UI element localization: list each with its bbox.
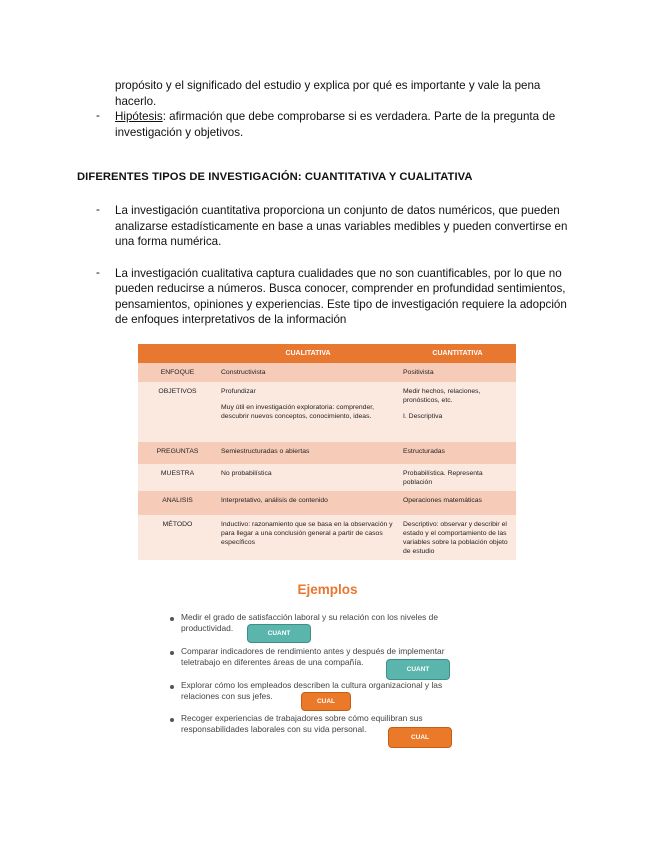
bullet-2-line-1: La investigación cualitativa captura cualidades que no son cuantificables, por lo que no bbox=[115, 267, 562, 280]
cell-cuantitativa: Positivista bbox=[399, 363, 516, 382]
cell-text: Profundizar bbox=[221, 388, 256, 395]
bullet-1-line-1: La investigación cuantitativa proporciona un conjunto de datos numéricos, que pueden bbox=[115, 204, 560, 217]
example-2-text: Comparar indicadores de rendimiento antes y después de implementar teletrabajo en diferentes áreas de una compañía. bbox=[181, 646, 445, 667]
cell-cuantitativa: Estructuradas bbox=[399, 442, 516, 464]
table-header-cualitativa: CUALITATIVA bbox=[217, 344, 399, 363]
table-row bbox=[138, 515, 516, 560]
bullet-dot bbox=[170, 651, 174, 655]
table-row bbox=[138, 464, 516, 491]
example-4-tag: CUAL bbox=[388, 727, 452, 748]
cell-text: I. Descriptiva bbox=[403, 413, 443, 420]
dash-marker: - bbox=[96, 203, 100, 216]
cell-cualitativa: Interpretativo, análisis de contenido bbox=[217, 491, 399, 515]
table-row bbox=[138, 442, 516, 464]
cell-cualitativa: No probabilística bbox=[217, 464, 399, 491]
bullet-2-line-2: pueden reducirse a números. Busca conocer, comprender en profundidad sentimientos, bbox=[115, 282, 566, 295]
example-1-tag: CUANT bbox=[247, 624, 311, 643]
intro-line-2: hacerlo. bbox=[115, 95, 157, 108]
bullet-1-line-3: una forma numérica. bbox=[115, 235, 222, 248]
cell-cuantitativa bbox=[399, 382, 516, 442]
row-label: ANALISIS bbox=[138, 491, 217, 515]
bullet-dot bbox=[170, 718, 174, 722]
cell-cualitativa: Constructivista bbox=[217, 363, 399, 382]
cell-cuantitativa: Operaciones matemáticas bbox=[399, 491, 516, 515]
row-label: MUESTRA bbox=[138, 464, 217, 491]
section-heading: DIFERENTES TIPOS DE INVESTIGACIÓN: CUANTITATIVA Y CUALITATIVA bbox=[77, 171, 473, 183]
row-label: ENFOQUE bbox=[138, 363, 217, 382]
example-3-text: Explorar cómo los empleados describen la cultura organizacional y las relaciones con sus jefes. bbox=[181, 680, 443, 701]
bullet-1-line-2: analizarse estadísticamente en base a unas variables medibles y pueden convertirse en bbox=[115, 220, 568, 233]
example-3-tag: CUAL bbox=[301, 692, 351, 711]
hipotesis-line-1 bbox=[115, 109, 555, 125]
example-2-tag: CUANT bbox=[386, 659, 450, 680]
intro-line-1: propósito y el significado del estudio y explica por qué es importante y vale la pena bbox=[115, 79, 541, 92]
bullet-dot bbox=[170, 685, 174, 689]
cell-text: Muy útil en investigación exploratoria: comprender, descubrir nuevos conceptos, conocimiento, ideas. bbox=[221, 404, 375, 420]
comparison-table bbox=[138, 344, 516, 560]
cell-text: Medir hechos, relaciones, pronósticos, etc. bbox=[403, 388, 481, 404]
table-row bbox=[138, 363, 516, 382]
bullet-dot bbox=[170, 617, 174, 621]
dash-marker: - bbox=[96, 266, 100, 279]
row-label: OBJETIVOS bbox=[138, 382, 217, 442]
cell-cuantitativa: Descriptivo: observar y describir el estado y el comportamiento de las variables sobre la población objeto de estudio bbox=[399, 515, 516, 560]
dash-marker: - bbox=[96, 109, 100, 122]
hipotesis-line-2: investigación y objetivos. bbox=[115, 126, 244, 139]
cell-cuantitativa: Probabilística. Representa población bbox=[399, 464, 516, 491]
example-1-text: Medir el grado de satisfacción laboral y su relación con los niveles de productividad. bbox=[181, 612, 438, 633]
table-header-cuantitativa: CUANTITATIVA bbox=[399, 344, 516, 363]
hipotesis-definition: : afirmación que debe comprobarse si es verdadera. Parte de la pregunta de bbox=[162, 110, 556, 123]
bullet-2-line-3: pensamientos, opiniones y experiencias. Este tipo de investigación requiere la adopción bbox=[115, 298, 567, 311]
hipotesis-term: Hipótesis bbox=[115, 110, 163, 123]
row-label: MÉTODO bbox=[138, 515, 217, 560]
table-row bbox=[138, 491, 516, 515]
example-4-text: Recoger experiencias de trabajadores sobre cómo equilibran sus responsabilidades laborales con su vida personal. bbox=[181, 713, 423, 734]
cell-cualitativa bbox=[217, 382, 399, 442]
row-label: PREGUNTAS bbox=[138, 442, 217, 464]
table-row bbox=[138, 382, 516, 442]
examples-title: Ejemplos bbox=[297, 582, 358, 597]
cell-cualitativa: Inductivo: razonamiento que se basa en la observación y para llegar a una conclusión general a partir de casos específicos bbox=[217, 515, 399, 560]
cell-cualitativa: Semiestructuradas o abiertas bbox=[217, 442, 399, 464]
bullet-2-line-4: de enfoques interpretativos de la información bbox=[115, 313, 347, 326]
table-header-empty bbox=[138, 344, 217, 363]
